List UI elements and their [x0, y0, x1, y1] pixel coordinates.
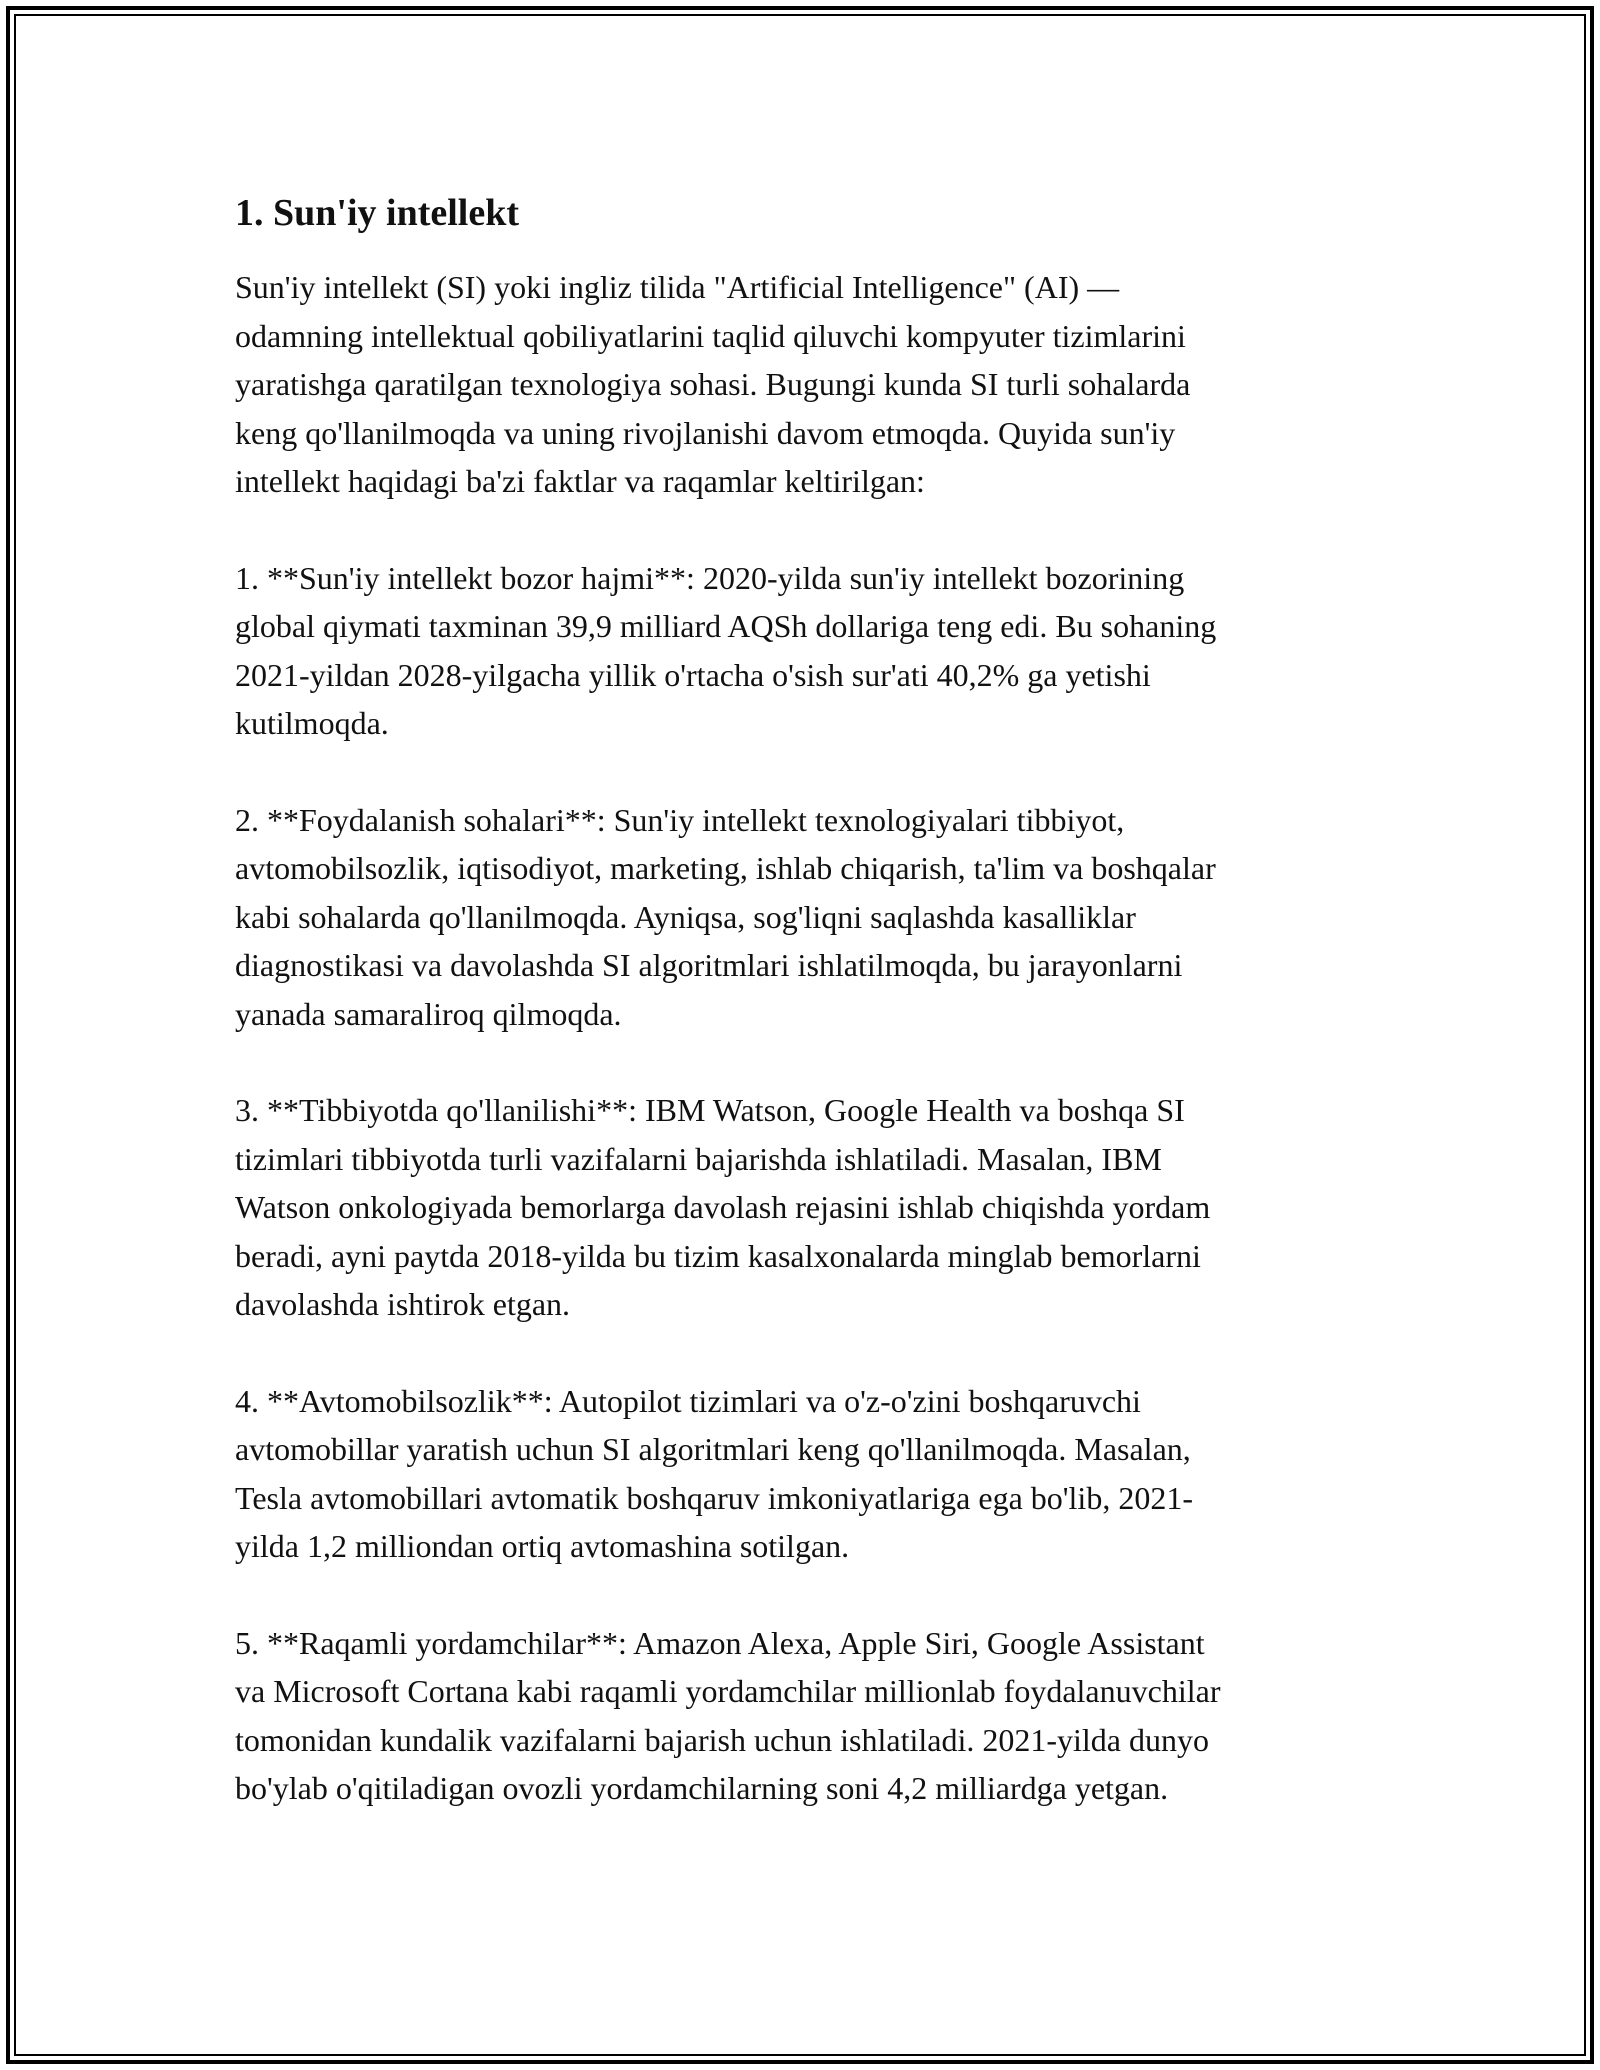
section-heading: 1. Sun'iy intellekt: [235, 192, 519, 234]
intro-paragraph: Sun'iy intellekt (SI) yoki ingliz tilida "Artificial Intelligence" (AI) — odamning intellektual qobiliyatlarini taqlid qiluvchi kompyuter tizimlarini yaratishga qaratilgan texnologiya sohasi. Bugungi kunda SI turli sohalarda keng qo'llanilmoqda va uning rivojlanishi davom etmoqda. Quyida sun'iy intellekt haqidagi ba'zi faktlar va raqamlar keltirilgan:: [235, 269, 1191, 499]
fact-medicine: 3. **Tibbiyotda qo'llanilishi**: IBM Watson, Google Health va boshqa SI tizimlari tibbiyotda turli vazifalarni bajarishda ishlatiladi. Masalan, IBM Watson onkologiyada bemorlarga davolash rejasini ishlab chiqishda yordam beradi, ayni paytda 2018-yilda bu tizim kasalxonalarda minglab bemorlarni davolashda ishtirok etgan.: [235, 1092, 1211, 1322]
document-body: [235, 185, 1365, 1861]
fact-application-areas: 2. **Foydalanish sohalari**: Sun'iy intellekt texnologiyalari tibbiyot, avtomobilsozlik, iqtisodiyot, marketing, ishlab chiqarish, ta'lim va boshqalar kabi sohalarda qo'llanilmoqda. Ayniqsa, sog'liqni saqlashda kasalliklar diagnostikasi va davolashda SI algoritmlari ishlatilmoqda, bu jarayonlarni yanada samaraliroq qilmoqda.: [235, 801, 1216, 1032]
fact-market-size: 1. **Sun'iy intellekt bozor hajmi**: 2020-yilda sun'iy intellekt bozorining global qiymati taxminan 39,9 milliard AQSh dollariga teng edi. Bu sohaning 2021-yildan 2028-yilgacha yillik o'rtacha o'sish sur'ati 40,2% ga yetishi kutilmoqda.: [235, 559, 1217, 741]
fact-digital-assistants: 5. **Raqamli yordamchilar**: Amazon Alexa, Apple Siri, Google Assistant va Microsoft Cortana kabi raqamli yordamchilar millionlab foydalanuvchilar tomonidan kundalik vazifalarni bajarish uchun ishlatiladi. 2021-yilda dunyo bo'ylab o'qitiladigan ovozli yordamchilarning soni 4,2 milliardga yetgan.: [235, 1624, 1221, 1806]
fact-automotive: 4. **Avtomobilsozlik**: Autopilot tizimlari va o'z-o'zini boshqaruvchi avtomobillar yaratish uchun SI algoritmlari keng qo'llanilmoqda. Masalan, Tesla avtomobillari avtomatik boshqaruv imkoniyatlariga ega bo'lib, 2021- yilda 1,2 milliondan ortiq avtomashina sotilgan.: [235, 1382, 1193, 1564]
